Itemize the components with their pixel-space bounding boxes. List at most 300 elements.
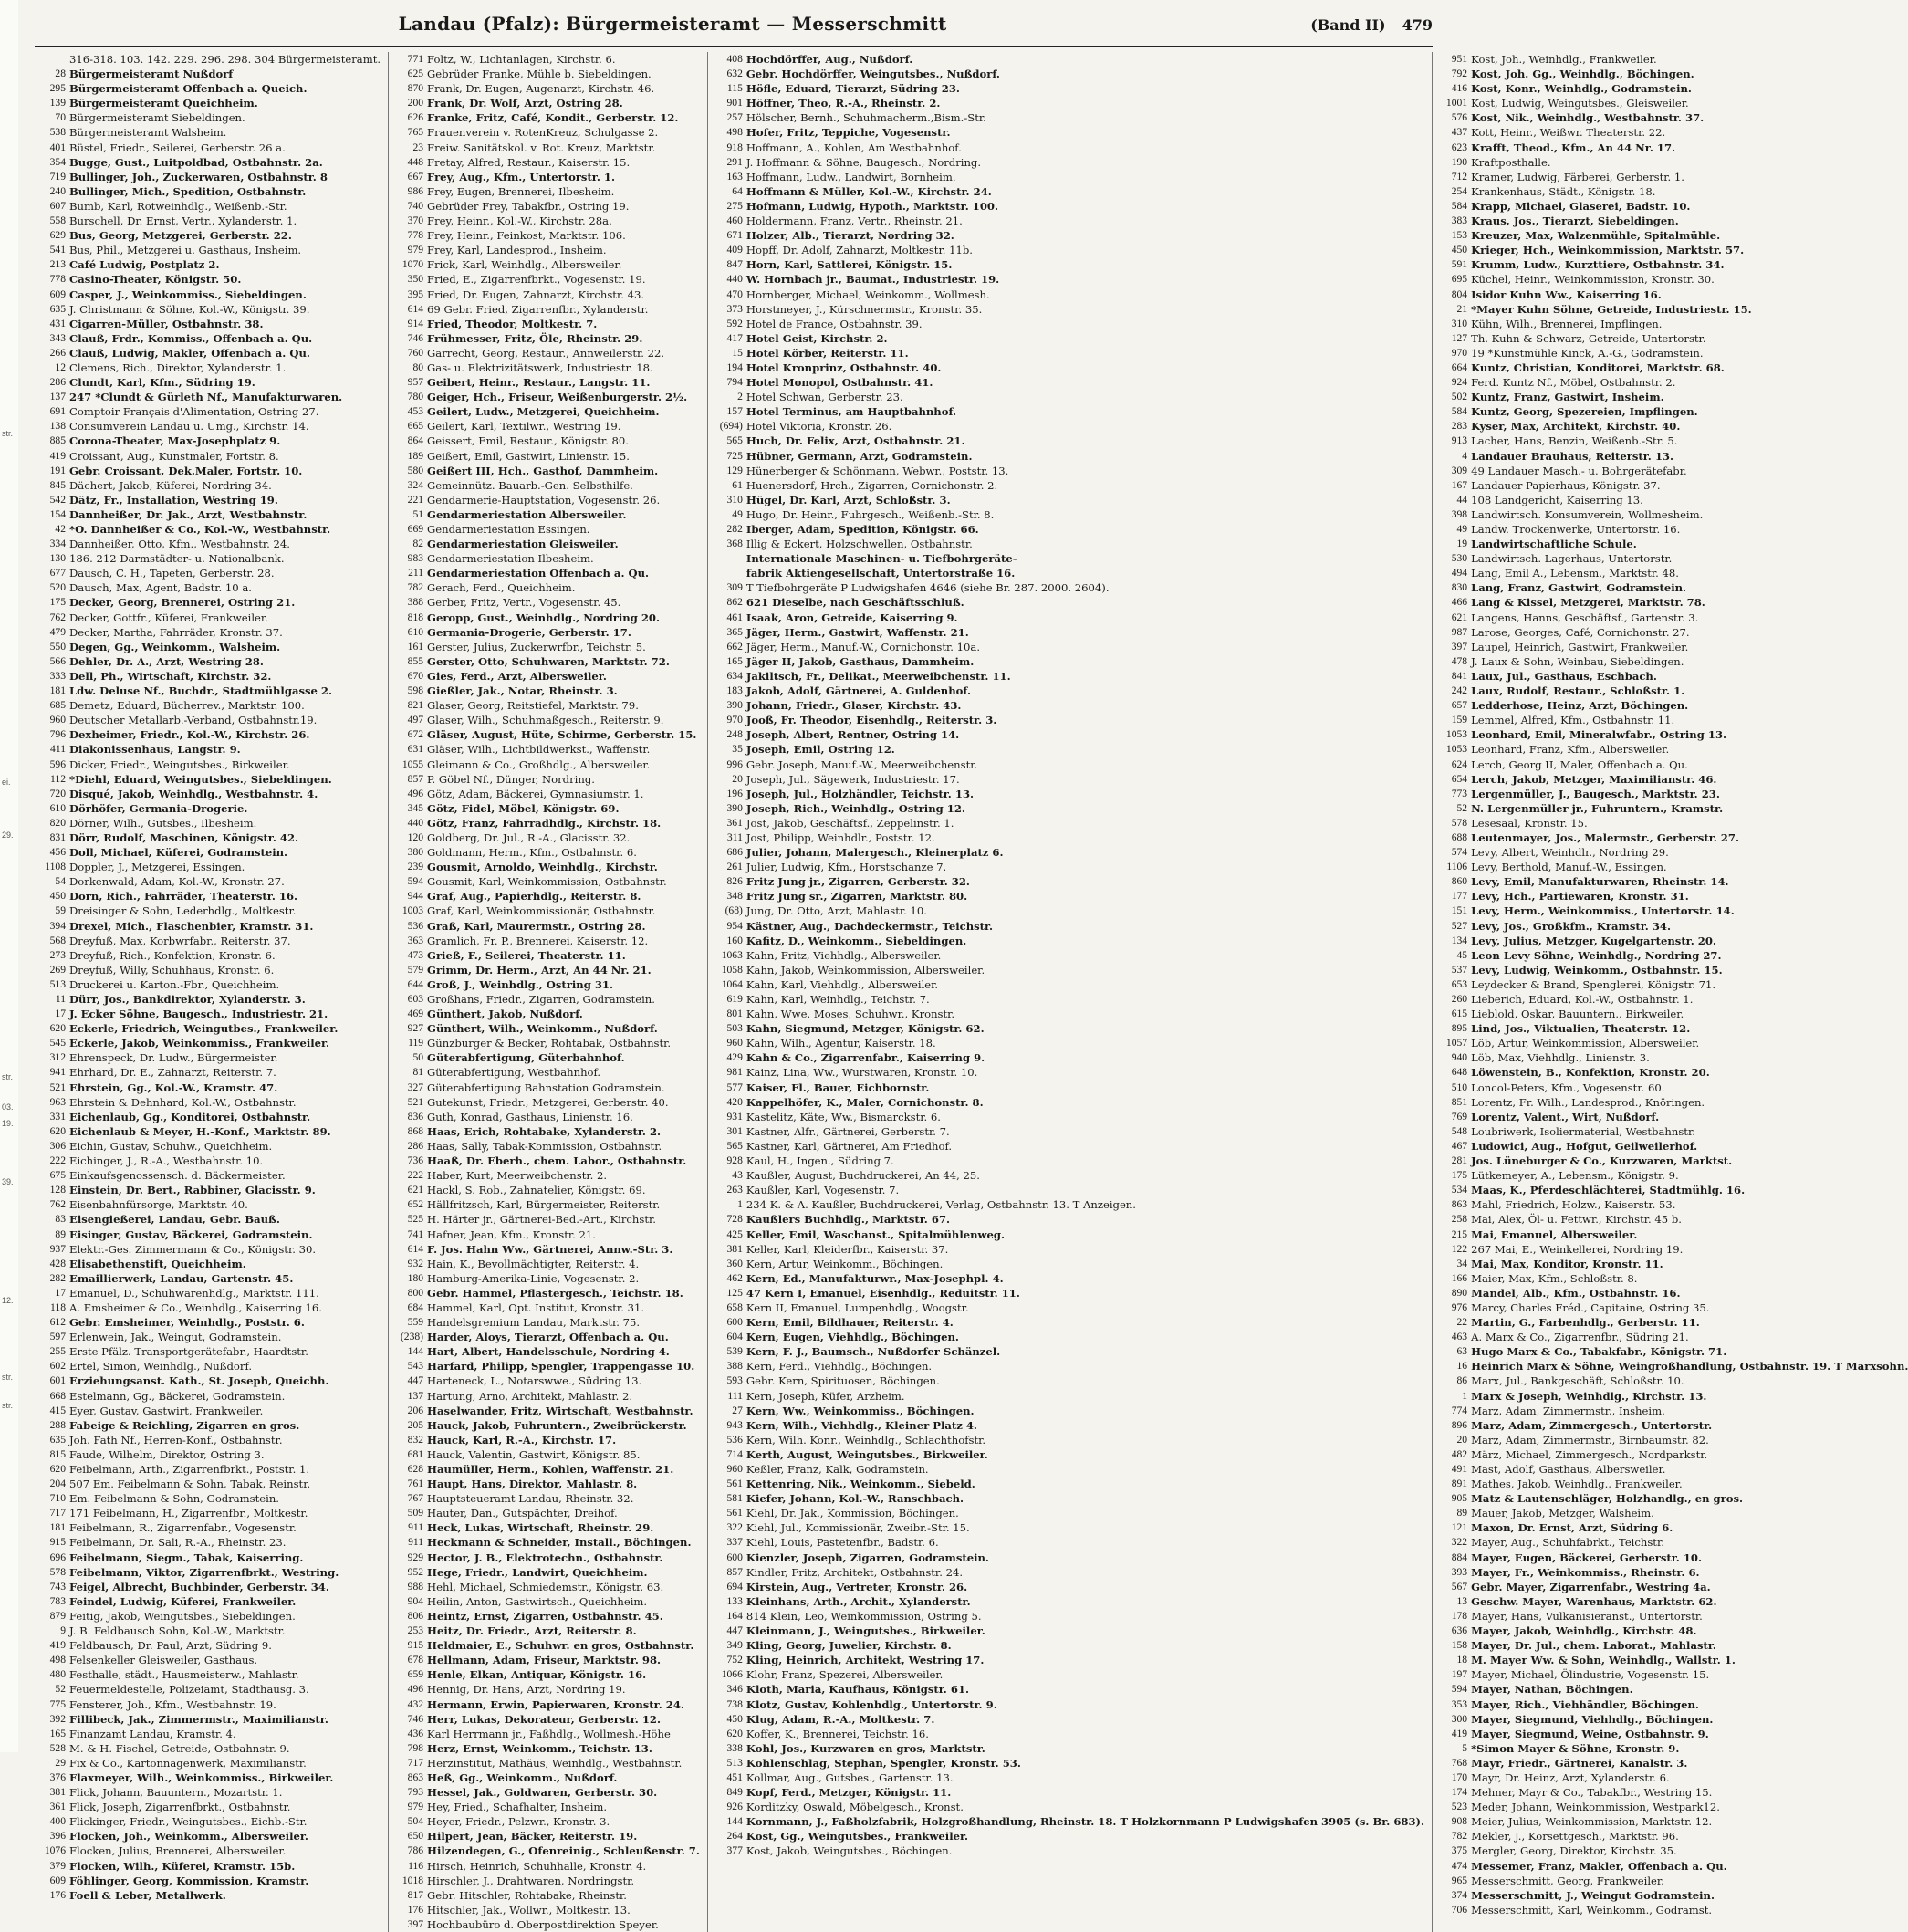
phone-number: 760	[407, 346, 424, 359]
directory-entry	[35, 1800, 381, 1814]
entry-text: Mahl, Friedrich, Holzw., Kaiserstr. 53.	[1471, 1198, 1676, 1212]
phone-number: 860	[1451, 875, 1468, 888]
directory-entry	[392, 1829, 700, 1843]
directory-entry	[392, 375, 700, 390]
directory-entry	[712, 1021, 1424, 1036]
phone-number: 269	[49, 963, 66, 976]
entry-text: Eyer, Gustav, Gastwirt, Frankweiler.	[69, 1404, 264, 1417]
phone-number: 696	[49, 1551, 66, 1563]
phone-number: 740	[407, 199, 424, 212]
directory-entry	[392, 1491, 700, 1506]
directory-entry	[35, 1286, 381, 1300]
phone-number: 180	[407, 1271, 424, 1284]
phone-number: 619	[726, 993, 743, 1005]
directory-entry	[392, 757, 700, 772]
phone-number: 986	[407, 184, 424, 197]
phone-number: 624	[1451, 757, 1468, 770]
directory-entry	[712, 801, 1424, 816]
phone-number: 634	[726, 669, 743, 682]
phone-number: 612	[49, 1316, 66, 1329]
phone-number: 51	[412, 507, 424, 520]
entry-text: Bullinger, Mich., Spedition, Ostbahnstr.	[69, 184, 307, 198]
directory-entry	[1436, 625, 1908, 640]
entry-text: Goldberg, Dr. Jul., R.-A., Glacisstr. 32.	[427, 830, 631, 844]
phone-number: 940	[1451, 1051, 1468, 1064]
phone-number: 447	[726, 1624, 743, 1637]
phone-number: 578	[1451, 816, 1468, 829]
phone-number: 122	[1451, 1242, 1468, 1255]
phone-number: 927	[407, 1022, 424, 1035]
phone-number: 498	[726, 126, 743, 139]
entry-text: Th. Kuhn & Schwarz, Getreide, Untertorstr.	[1471, 331, 1706, 345]
phone-number: 561	[726, 1507, 743, 1519]
directory-entry	[35, 551, 381, 566]
directory-entry	[1436, 1139, 1908, 1154]
phone-number: 677	[49, 567, 66, 580]
entry-text: Kuntz, Georg, Spezereien, Impflingen.	[1471, 405, 1698, 419]
entry-text: Hirschler, J., Drahtwaren, Nordringstr.	[427, 1874, 635, 1887]
entry-text: Kollmar, Aug., Gutsbes., Gartenstr. 13.	[745, 1770, 954, 1784]
phone-number: 49	[732, 507, 743, 520]
phone-number: 862	[726, 596, 743, 609]
directory-entry	[1436, 1682, 1908, 1697]
phone-number: 165	[726, 654, 743, 667]
entry-text: Messerschmitt, Georg, Frankweiler.	[1471, 1874, 1664, 1887]
entry-text: Flocken, Wilh., Küferei, Kramstr. 15b.	[69, 1859, 296, 1873]
directory-entry	[392, 1418, 700, 1433]
directory-entry	[712, 860, 1424, 874]
phone-number: 138	[49, 420, 66, 433]
phone-number: 574	[1451, 846, 1468, 859]
phone-number: 18	[1456, 1654, 1468, 1666]
directory-entry	[392, 1065, 700, 1080]
entry-text: Haber, Kurt, Meerweibchenstr. 2.	[427, 1169, 608, 1183]
directory-entry	[712, 948, 1424, 963]
directory-entry	[712, 903, 1424, 918]
entry-text: Krieger, Hch., Weinkommission, Marktstr. 57.	[1471, 244, 1745, 257]
directory-columns	[35, 52, 1908, 1931]
directory-entry	[712, 1036, 1424, 1050]
entry-text: Ldw. Deluse Nf., Buchdr., Stadtmühlgasse 2.	[69, 684, 333, 698]
entry-text: Landw. Trockenwerke, Untertorstr. 16.	[1471, 523, 1681, 536]
directory-entry	[35, 272, 381, 287]
directory-entry	[1436, 302, 1908, 317]
entry-text: Leutenmayer, Jos., Malermstr., Gerberstr. 27.	[1471, 830, 1739, 844]
directory-entry	[392, 257, 700, 272]
phone-number: 761	[407, 1478, 424, 1490]
directory-entry	[712, 934, 1424, 948]
phone-number: 242	[1451, 684, 1468, 697]
directory-entry	[392, 611, 700, 625]
entry-text: Krumm, Ludw., Kurzttiere, Ostbahnstr. 34.	[1471, 258, 1725, 272]
phone-number: 796	[49, 728, 66, 741]
directory-entry	[35, 1756, 381, 1770]
entry-text: Dannheißer, Dr. Jak., Arzt, Westbahnstr.	[69, 507, 308, 521]
directory-entry	[712, 243, 1424, 257]
phone-number: 361	[726, 816, 743, 829]
phone-number: 736	[407, 1154, 424, 1167]
phone-number: 5	[1462, 1741, 1468, 1754]
phone-number: 604	[726, 1331, 743, 1343]
directory-entry	[712, 537, 1424, 551]
phone-number: 261	[726, 861, 743, 873]
phone-number: 778	[407, 229, 424, 242]
phone-number: 530	[1451, 552, 1468, 565]
directory-entry	[1436, 684, 1908, 698]
entry-text: Gebr. Mayer, Zigarrenfabr., Westring 4a.	[1471, 1580, 1711, 1593]
entry-text: 108 Landgericht, Kaiserring 13.	[1471, 493, 1643, 506]
phone-number: 543	[407, 1360, 424, 1373]
phone-number: 1106	[1446, 861, 1468, 873]
phone-number: 240	[49, 184, 66, 197]
directory-entry	[35, 1594, 381, 1609]
directory-entry	[392, 903, 700, 918]
directory-entry	[35, 433, 381, 448]
directory-entry	[1436, 889, 1908, 903]
phone-number: 282	[726, 523, 743, 535]
directory-entry	[392, 522, 700, 537]
entry-text: Kern, Ferd., Viehhdlg., Böchingen.	[745, 1360, 933, 1373]
entry-text: Kindler, Fritz, Architekt, Ostbahnstr. 24.	[745, 1565, 964, 1579]
phone-number: 28	[55, 68, 66, 80]
phone-number: 1	[1462, 1389, 1468, 1402]
gutter-mark: str.	[2, 1373, 14, 1382]
directory-entry	[35, 155, 381, 170]
entry-text: Güterabfertigung, Westbahnhof.	[427, 1066, 601, 1080]
entry-text: Bullinger, Joh., Zuckerwaren, Ostbahnstr. 8	[69, 170, 328, 183]
entry-text: Kastner, Karl, Gärtnerei, Am Friedhof.	[745, 1139, 953, 1153]
phone-number: 388	[726, 1360, 743, 1373]
phone-number: (694)	[719, 420, 743, 433]
directory-entry	[1436, 537, 1908, 551]
phone-number: 200	[407, 97, 424, 110]
phone-number: 479	[49, 625, 66, 638]
entry-text: Günzburger & Becker, Rohtabak, Ostbahnstr.	[427, 1037, 672, 1050]
phone-number: 13	[1456, 1594, 1468, 1607]
phone-number: 453	[407, 405, 424, 418]
entry-text: Dorkenwald, Adam, Kol.-W., Kronstr. 27.	[69, 875, 285, 889]
directory-entry	[1436, 860, 1908, 874]
directory-entry	[712, 1741, 1424, 1756]
phone-number: 381	[49, 1786, 66, 1799]
directory-entry	[35, 1477, 381, 1491]
phone-number: 451	[726, 1770, 743, 1783]
entry-text: Kainz, Lina, Ww., Wurstwaren, Kronstr. 10.	[745, 1066, 978, 1080]
phone-number: 181	[49, 1521, 66, 1534]
entry-text: Mayer, Eugen, Bäckerei, Gerberstr. 10.	[1471, 1551, 1703, 1564]
entry-text: Corona-Theater, Max-Josephplatz 9.	[69, 434, 281, 448]
entry-text: A. Emsheimer & Co., Weinhdlg., Kaiserring 16.	[69, 1300, 322, 1314]
phone-number: 390	[726, 801, 743, 814]
directory-entry	[392, 404, 700, 419]
entry-text: Hochbaubüro d. Oberpostdirektion Speyer.	[427, 1917, 659, 1931]
directory-entry	[712, 1667, 1424, 1682]
entry-text: Decker, Martha, Fahrräder, Kronstr. 37.	[69, 625, 283, 639]
entry-text: Frey, Heinr., Feinkost, Marktstr. 106.	[427, 229, 626, 243]
directory-entry	[712, 1535, 1424, 1550]
directory-entry	[35, 1447, 381, 1462]
phone-number: 197	[1451, 1668, 1468, 1681]
entry-text: Kuntz, Christian, Konditorei, Marktstr. 68.	[1471, 360, 1725, 374]
entry-text: Gerber, Fritz, Vertr., Vogesenstr. 45.	[427, 596, 621, 610]
phone-number: 885	[49, 434, 66, 447]
directory-entry	[392, 1785, 700, 1800]
phone-number: 615	[1451, 1008, 1468, 1020]
phone-number: 579	[407, 963, 424, 976]
directory-entry	[392, 787, 700, 801]
directory-entry	[35, 566, 381, 580]
phone-number: 130	[49, 552, 66, 565]
directory-entry	[1436, 566, 1908, 580]
phone-number: 678	[407, 1654, 424, 1666]
phone-number: 497	[407, 714, 424, 726]
entry-text: Disqué, Jakob, Weinhdlg., Westbahnstr. 4.	[69, 787, 318, 800]
entry-text: Felsenkeller Gleisweiler, Gasthaus.	[69, 1654, 258, 1667]
phone-number: 190	[1451, 155, 1468, 168]
directory-entry	[392, 1168, 700, 1183]
phone-number: 368	[726, 538, 743, 550]
entry-text: Mayer, Jakob, Weinhdlg., Kirchstr. 48.	[1471, 1624, 1697, 1638]
directory-entry	[35, 1095, 381, 1110]
entry-text: Levy, Hch., Partiewaren, Kronstr. 31.	[1471, 890, 1689, 903]
entry-text: Marz, Adam, Zimmergesch., Untertorstr.	[1471, 1418, 1713, 1432]
phone-number: 45	[1456, 948, 1468, 961]
phone-number: 818	[407, 611, 424, 623]
entry-text: Lerch, Jakob, Metzger, Maximilianstr. 46.	[1471, 772, 1717, 786]
entry-text: J. Ecker Söhne, Baugesch., Industriestr. 21.	[69, 1008, 328, 1021]
entry-text: Hege, Friedr., Landwirt, Queichheim.	[427, 1565, 648, 1579]
phone-number: 911	[408, 1521, 424, 1534]
directory-entry	[712, 1124, 1424, 1139]
phone-number: 436	[407, 1727, 424, 1739]
directory-entry	[1436, 1447, 1908, 1462]
phone-number: 211	[408, 567, 424, 580]
directory-entry	[392, 595, 700, 610]
entry-text: Hopff, Dr. Adolf, Zahnarzt, Moltkestr. 11b.	[745, 244, 973, 257]
entry-text: Gendarmerie-Hauptstation, Vogesenstr. 26.	[427, 493, 661, 506]
phone-number: 965	[1451, 1874, 1468, 1886]
phone-number: 890	[1451, 1286, 1468, 1299]
directory-entry	[1436, 1050, 1908, 1065]
entry-text: Gendarmeriestation Essingen.	[427, 523, 590, 536]
entry-text: Geißert, Emil, Gastwirt, Linienstr. 15.	[427, 449, 630, 463]
phone-number: 525	[407, 1213, 424, 1226]
entry-text: Kern, Eugen, Viehhdlg., Böchingen.	[745, 1331, 959, 1344]
phone-number: 800	[407, 1286, 424, 1299]
phone-number: 170	[1451, 1770, 1468, 1783]
entry-text: Horstmeyer, J., Kürschnermstr., Kronstr. 35.	[745, 302, 983, 316]
phone-number: 254	[1451, 184, 1468, 197]
directory-entry	[712, 1404, 1424, 1418]
entry-text: N. Lergenmüller jr., Fuhruntern., Kramstr.	[1471, 801, 1724, 815]
entry-text: Julier, Ludwig, Kfm., Horstschanze 7.	[745, 861, 947, 874]
entry-text: Hotel Monopol, Ostbahnstr. 41.	[745, 376, 933, 390]
entry-text: Mayer, Siegmund, Viehhdlg., Böchingen.	[1471, 1712, 1714, 1726]
phone-number: 353	[1451, 1697, 1468, 1710]
directory-entry	[1436, 903, 1908, 918]
phone-number: 581	[726, 1492, 743, 1505]
phone-number: 520	[49, 581, 66, 594]
entry-text: Fried, Dr. Eugen, Zahnarzt, Kirchstr. 43.	[427, 287, 645, 301]
directory-entry	[1436, 1594, 1908, 1609]
directory-entry	[35, 199, 381, 214]
entry-text: Decker, Gottfr., Küferei, Frankweiler.	[69, 611, 268, 624]
directory-entry	[1436, 816, 1908, 830]
phone-number: 139	[49, 97, 66, 110]
entry-text: Kost, Jakob, Weingutsbes., Böchingen.	[745, 1844, 953, 1858]
directory-entry	[392, 1667, 700, 1682]
phone-number: 463	[1451, 1331, 1468, 1343]
entry-text: Dörner, Wilh., Gutsbes., Ilbesheim.	[69, 816, 257, 830]
entry-text: Gebr. Hammel, Pflastergesch., Teichstr. 18.	[427, 1286, 683, 1300]
phone-number: 712	[1451, 170, 1468, 183]
entry-text: Mayer, Nathan, Böchingen.	[1471, 1683, 1633, 1697]
entry-text: Ledderhose, Heinz, Arzt, Böchingen.	[1471, 699, 1689, 713]
phone-number: 22	[1456, 1316, 1468, 1329]
directory-entry	[392, 934, 700, 948]
phone-number: 841	[1451, 669, 1468, 682]
phone-number: 189	[407, 449, 424, 462]
entry-text: 814 Klein, Leo, Weinkommission, Ostring 5.	[745, 1609, 982, 1623]
phone-number: 54	[55, 875, 66, 888]
phone-number: 15	[732, 346, 743, 359]
entry-text: Hünerberger & Schönmann, Webwr., Poststr. 13.	[745, 464, 1009, 477]
entry-text: Gebrüder Frey, Tabakfbr., Ostring 19.	[427, 199, 630, 213]
directory-entry	[392, 52, 700, 67]
directory-entry	[392, 214, 700, 228]
directory-entry	[712, 1359, 1424, 1373]
phone-number: 773	[1451, 787, 1468, 799]
entry-text: Maxon, Dr. Ernst, Arzt, Südring 6.	[1471, 1521, 1673, 1535]
entry-text: Dreyfuß, Rich., Konfektion, Kronstr. 6.	[69, 948, 276, 962]
phone-number: 600	[726, 1316, 743, 1329]
phone-number: 728	[726, 1213, 743, 1226]
phone-number: 1058	[721, 963, 743, 976]
entry-text: Lieberich, Eduard, Kol.-W., Ostbahnstr. 1.	[1471, 993, 1694, 1006]
entry-text: Doppler, J., Metzgerei, Essingen.	[69, 861, 245, 874]
phone-number: 662	[726, 640, 743, 653]
entry-text: Illig & Eckert, Holzschwellen, Ostbahnstr.	[745, 538, 973, 551]
entry-text: Isaak, Aron, Getreide, Kaiserring 9.	[745, 611, 958, 624]
phone-number: 480	[49, 1668, 66, 1681]
phone-number: 686	[726, 846, 743, 859]
directory-entry	[392, 1888, 700, 1903]
phone-number: 153	[1451, 229, 1468, 242]
phone-number: 9	[60, 1624, 66, 1637]
entry-text: 267 Mai, E., Weinkellerei, Nordring 19.	[1471, 1242, 1684, 1256]
phone-number: 775	[49, 1697, 66, 1710]
directory-entry	[392, 992, 700, 1007]
directory-entry	[1436, 1007, 1908, 1021]
directory-entry	[712, 96, 1424, 110]
directory-entry	[1436, 360, 1908, 375]
phone-number: 541	[49, 244, 66, 256]
directory-entry	[1436, 1110, 1908, 1124]
directory-entry	[392, 1389, 700, 1404]
entry-text: Hällfritzsch, Karl, Bürgermeister, Reiterstr.	[427, 1198, 661, 1212]
phone-number: 127	[1451, 331, 1468, 344]
phone-number: (68)	[725, 904, 743, 917]
directory-entry	[712, 551, 1424, 566]
entry-text: Kaußler, August, Buchdruckerei, An 44, 25.	[745, 1169, 980, 1183]
directory-entry	[35, 464, 381, 478]
phone-number: 301	[726, 1124, 743, 1137]
phone-number: 281	[1451, 1154, 1468, 1167]
phone-number: 523	[1451, 1801, 1468, 1813]
directory-entry	[35, 580, 381, 595]
directory-entry	[35, 110, 381, 125]
directory-entry	[35, 419, 381, 433]
directory-entry	[1436, 1418, 1908, 1433]
directory-entry	[35, 640, 381, 654]
phone-number: 780	[407, 391, 424, 403]
entry-text: Kahn, Fritz, Viehhdlg., Albersweiler.	[745, 948, 942, 962]
entry-text: Cigarren-Müller, Ostbahnstr. 38.	[69, 317, 264, 330]
entry-text: T Tiefbohrgeräte P Ludwigshafen 4646 (siehe Br. 287. 2000. 2604).	[745, 581, 1110, 595]
directory-entry	[392, 1477, 700, 1491]
directory-entry	[1436, 1300, 1908, 1315]
directory-entry	[392, 1756, 700, 1770]
gutter-mark: 03.	[2, 1102, 14, 1112]
directory-entry	[1436, 1197, 1908, 1212]
phone-number: 664	[1451, 360, 1468, 373]
directory-entry	[1436, 1770, 1908, 1785]
directory-entry	[35, 816, 381, 830]
directory-entry	[35, 1624, 381, 1638]
phone-number: 44	[1456, 493, 1468, 506]
directory-entry	[392, 1007, 700, 1021]
directory-entry	[392, 1359, 700, 1373]
entry-text: Lang & Kissel, Metzgerei, Marktstr. 78.	[1471, 596, 1705, 610]
entry-text: Frey, Eugen, Brennerei, Ilbesheim.	[427, 184, 615, 198]
entry-text: Clemens, Rich., Direktor, Xylanderstr. 1.	[69, 360, 287, 374]
directory-entry	[712, 566, 1424, 580]
phone-number: 119	[408, 1037, 424, 1050]
entry-text: Hilzendegen, G., Ofenreinig., Schleußenstr. 7.	[427, 1844, 700, 1858]
entry-text: Landauer Papierhaus, Königstr. 37.	[1471, 478, 1661, 492]
directory-entry	[1436, 1257, 1908, 1271]
entry-text: Leonhard, Emil, Mineralwfabr., Ostring 13.	[1471, 728, 1727, 742]
entry-text: Dell, Ph., Wirtschaft, Kirchstr. 32.	[69, 669, 272, 683]
directory-entry	[712, 1770, 1424, 1785]
phone-number: 300	[1451, 1712, 1468, 1725]
entry-text: Levy, Berthold, Manuf.-W., Essingen.	[1471, 861, 1667, 874]
phone-number: 20	[1456, 1433, 1468, 1446]
phone-number: 960	[726, 1463, 743, 1475]
entry-text: Leydecker & Brand, Spenglerei, Königstr. 71.	[1471, 977, 1716, 991]
directory-entry	[712, 1315, 1424, 1330]
directory-entry	[1436, 317, 1908, 331]
directory-entry	[392, 874, 700, 889]
entry-text: Kahn, Jakob, Weinkommission, Albersweiler.	[745, 963, 985, 976]
directory-entry	[712, 1682, 1424, 1697]
phone-number: 928	[726, 1154, 743, 1167]
entry-text: Kost, Ludwig, Weingutsbes., Gleisweiler.	[1471, 97, 1689, 110]
entry-text: Germania-Drogerie, Gerberstr. 17.	[427, 625, 631, 639]
directory-entry	[1436, 184, 1908, 199]
phone-number: 310	[726, 493, 743, 506]
entry-text: Emanuel, D., Schuhwarenhdlg., Marktstr. 111.	[69, 1286, 319, 1300]
entry-text: Geschw. Mayer, Warenhaus, Marktstr. 62.	[1471, 1594, 1717, 1608]
phone-number: 970	[1451, 346, 1468, 359]
directory-entry	[712, 654, 1424, 669]
entry-text: Lieblold, Oskar, Bauuntern., Birkweiler.	[1471, 1008, 1684, 1021]
directory-entry	[1436, 81, 1908, 96]
directory-entry	[392, 1081, 700, 1095]
phone-number: 376	[49, 1770, 66, 1783]
gutter-mark: 12.	[2, 1296, 14, 1305]
directory-entry	[35, 257, 381, 272]
